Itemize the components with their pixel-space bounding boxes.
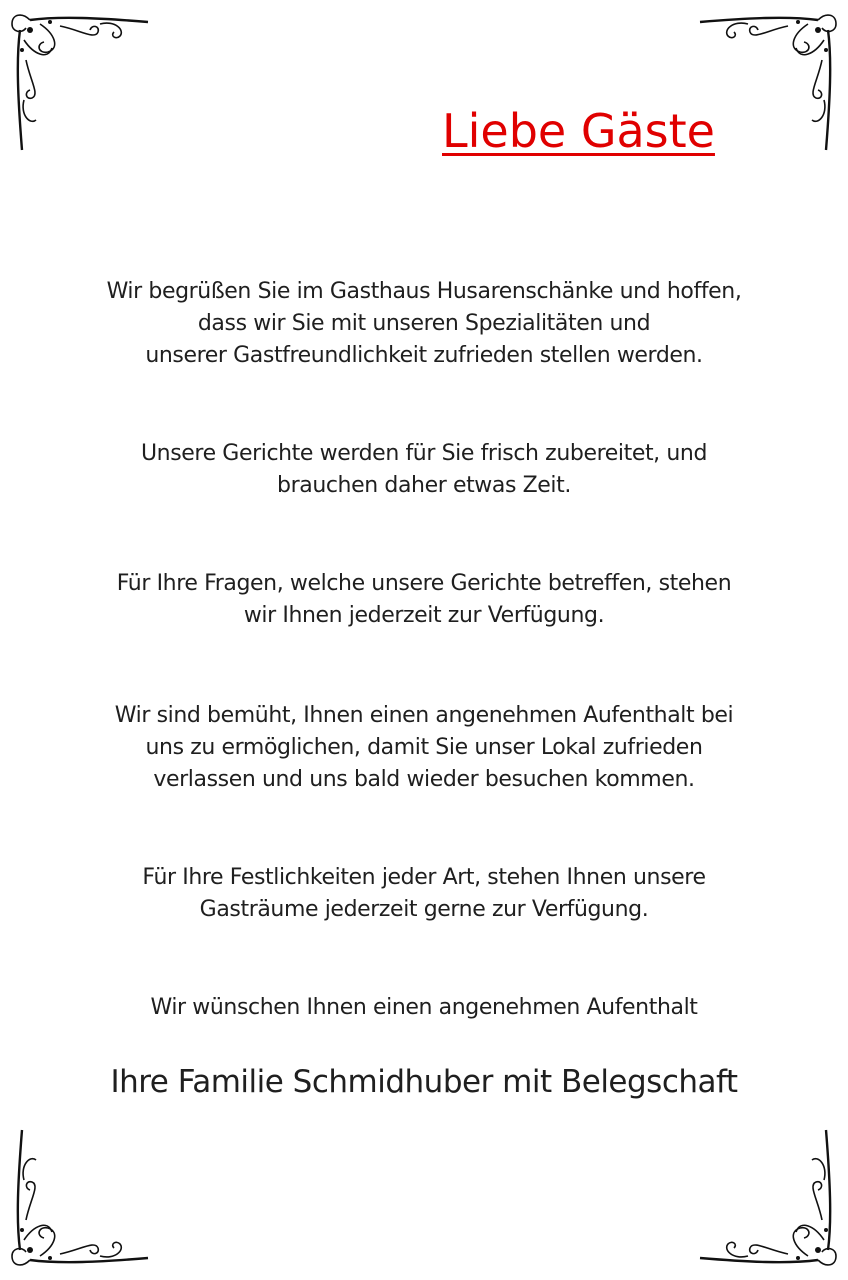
festivities-paragraph: [0, 862, 848, 926]
text-line: Unsere Gerichte werden für Sie frisch zubereitet, und: [140, 441, 708, 466]
questions-paragraph: [0, 568, 848, 632]
farewell-paragraph: [0, 992, 848, 1024]
text-line: Für Ihre Festlichkeiten jeder Art, stehen Ihnen unsere: [142, 865, 706, 890]
text-line: Wir begrüßen Sie im Gasthaus Husarenschänke und hoffen,: [106, 279, 742, 304]
text-line: wir Ihnen jederzeit zur Verfügung.: [243, 603, 605, 628]
text-line: uns zu ermöglichen, damit Sie unser Lokal zufrieden: [145, 735, 703, 760]
fresh-dishes-paragraph: [0, 438, 848, 502]
welcome-paragraph: [0, 276, 848, 372]
signature: Ihre Familie Schmidhuber mit Belegschaft: [110, 1064, 738, 1100]
text-line: unserer Gastfreundlichkeit zufrieden stellen werden.: [145, 343, 703, 368]
text-line: Wir sind bemüht, Ihnen einen angenehmen Aufenthalt bei: [114, 703, 734, 728]
text-line: dass wir Sie mit unseren Spezialitäten und: [197, 311, 651, 336]
pleasant-stay-paragraph: [0, 700, 848, 796]
text-line: Wir wünschen Ihnen einen angenehmen Aufenthalt: [150, 995, 698, 1020]
text-line: verlassen und uns bald wieder besuchen kommen.: [153, 767, 695, 792]
text-line: Für Ihre Fragen, welche unsere Gerichte betreffen, stehen: [116, 571, 732, 596]
ornament-corner-bottom-right-icon: [688, 1120, 848, 1280]
ornament-corner-bottom-left-icon: [0, 1120, 160, 1280]
text-line: brauchen daher etwas Zeit.: [277, 473, 571, 498]
page-title: Liebe Gäste: [442, 104, 715, 158]
text-line: Gasträume jederzeit gerne zur Verfügung.: [199, 897, 649, 922]
ornament-corner-top-left-icon: [0, 0, 160, 160]
